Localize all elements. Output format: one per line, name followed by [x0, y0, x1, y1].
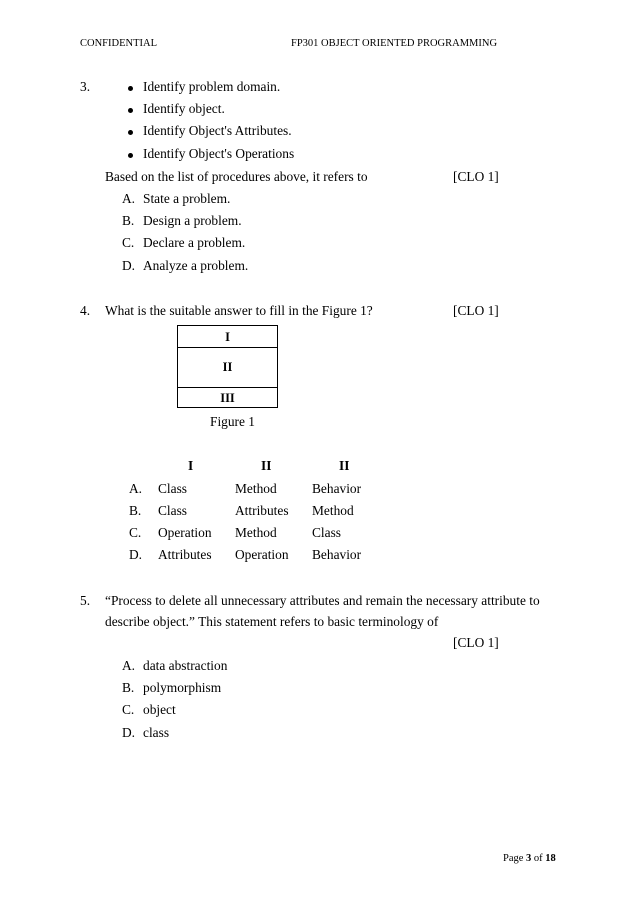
question-3-text: Based on the list of procedures above, it refers to — [105, 169, 368, 184]
q3-option-c-text: Declare a problem. — [143, 235, 246, 250]
q4-option-a-cell-2: Method — [235, 481, 277, 496]
q3-bullet-2: Identify object. — [143, 101, 225, 116]
header-left: CONFIDENTIAL — [80, 38, 157, 49]
header-right: FP301 OBJECT ORIENTED PROGRAMMING — [291, 38, 498, 49]
class-diagram-row-2 — [178, 348, 277, 388]
q4-option-c-letter: C. — [129, 525, 142, 540]
q3-option-d-letter: D. — [122, 258, 136, 273]
class-diagram-label-1: I — [225, 330, 230, 344]
q4-option-b-cell-1: Class — [158, 503, 188, 518]
class-diagram-label-2: II — [222, 360, 233, 374]
q3-bullet-1: Identify problem domain. — [143, 79, 281, 94]
q4-option-a-cell-1: Class — [158, 481, 188, 496]
q5-option-a-letter: A. — [122, 658, 136, 673]
question-5-number: 5. — [80, 593, 91, 608]
question-4-text: What is the suitable answer to fill in the Figure 1? — [105, 303, 373, 318]
q5-option-d-letter: D. — [122, 725, 136, 740]
footer-of-word: of — [533, 853, 543, 864]
question-5-text-line-2: describe object.” This statement refers to basic terminology of — [105, 614, 439, 629]
q5-option-c-letter: C. — [122, 702, 135, 717]
q3-bullet-4: Identify Object's Operations — [143, 146, 295, 161]
q4-option-a-cell-3: Behavior — [312, 481, 362, 496]
table-header-2: II — [261, 458, 272, 473]
q4-option-c-cell-2: Method — [235, 525, 277, 540]
q4-option-d-cell-2: Operation — [235, 547, 289, 562]
page-footer — [503, 853, 556, 864]
question-3-number: 3. — [80, 79, 91, 94]
question-4-clo: [CLO 1] — [453, 303, 499, 318]
question-4-number: 4. — [80, 303, 91, 318]
q3-option-d-text: Analyze a problem. — [143, 258, 249, 273]
footer-page-number: 3 — [526, 853, 532, 864]
table-header-3: II — [339, 458, 350, 473]
class-diagram-label-3: III — [220, 391, 235, 405]
q4-option-b-cell-2: Attributes — [235, 503, 289, 518]
q4-option-b-cell-3: Method — [312, 503, 354, 518]
q4-option-a-letter: A. — [129, 481, 143, 496]
footer-total-pages: 18 — [545, 853, 556, 864]
q4-option-c-cell-1: Operation — [158, 525, 212, 540]
bullet-icon — [128, 130, 133, 135]
q4-option-b-letter: B. — [129, 503, 142, 518]
q3-bullet-3: Identify Object's Attributes. — [143, 123, 292, 138]
q5-option-a-text: data abstraction — [143, 658, 228, 673]
q4-option-d-cell-1: Attributes — [158, 547, 212, 562]
question-5-text-line-1: “Process to delete all unnecessary attributes and remain the necessary attribute to — [105, 593, 540, 608]
class-diagram-row-3 — [178, 388, 277, 407]
figure-caption: Figure 1 — [210, 414, 256, 429]
bullet-icon — [128, 86, 133, 91]
class-diagram-figure — [177, 325, 278, 408]
class-diagram-row-1 — [178, 326, 277, 348]
q5-option-b-letter: B. — [122, 680, 135, 695]
q3-option-a-text: State a problem. — [143, 191, 231, 206]
q3-option-c-letter: C. — [122, 235, 135, 250]
bullet-icon — [128, 108, 133, 113]
q5-option-c-text: object — [143, 702, 176, 717]
q5-option-b-text: polymorphism — [143, 680, 222, 695]
table-header-1: I — [188, 458, 194, 473]
question-3-clo: [CLO 1] — [453, 169, 499, 184]
q3-option-b-letter: B. — [122, 213, 135, 228]
footer-page-word: Page — [503, 853, 524, 864]
q5-option-d-text: class — [143, 725, 170, 740]
question-5-clo: [CLO 1] — [453, 635, 499, 650]
q4-option-d-cell-3: Behavior — [312, 547, 362, 562]
q3-option-b-text: Design a problem. — [143, 213, 242, 228]
q4-option-d-letter: D. — [129, 547, 143, 562]
bullet-icon — [128, 153, 133, 158]
q3-option-a-letter: A. — [122, 191, 136, 206]
q4-option-c-cell-3: Class — [312, 525, 342, 540]
